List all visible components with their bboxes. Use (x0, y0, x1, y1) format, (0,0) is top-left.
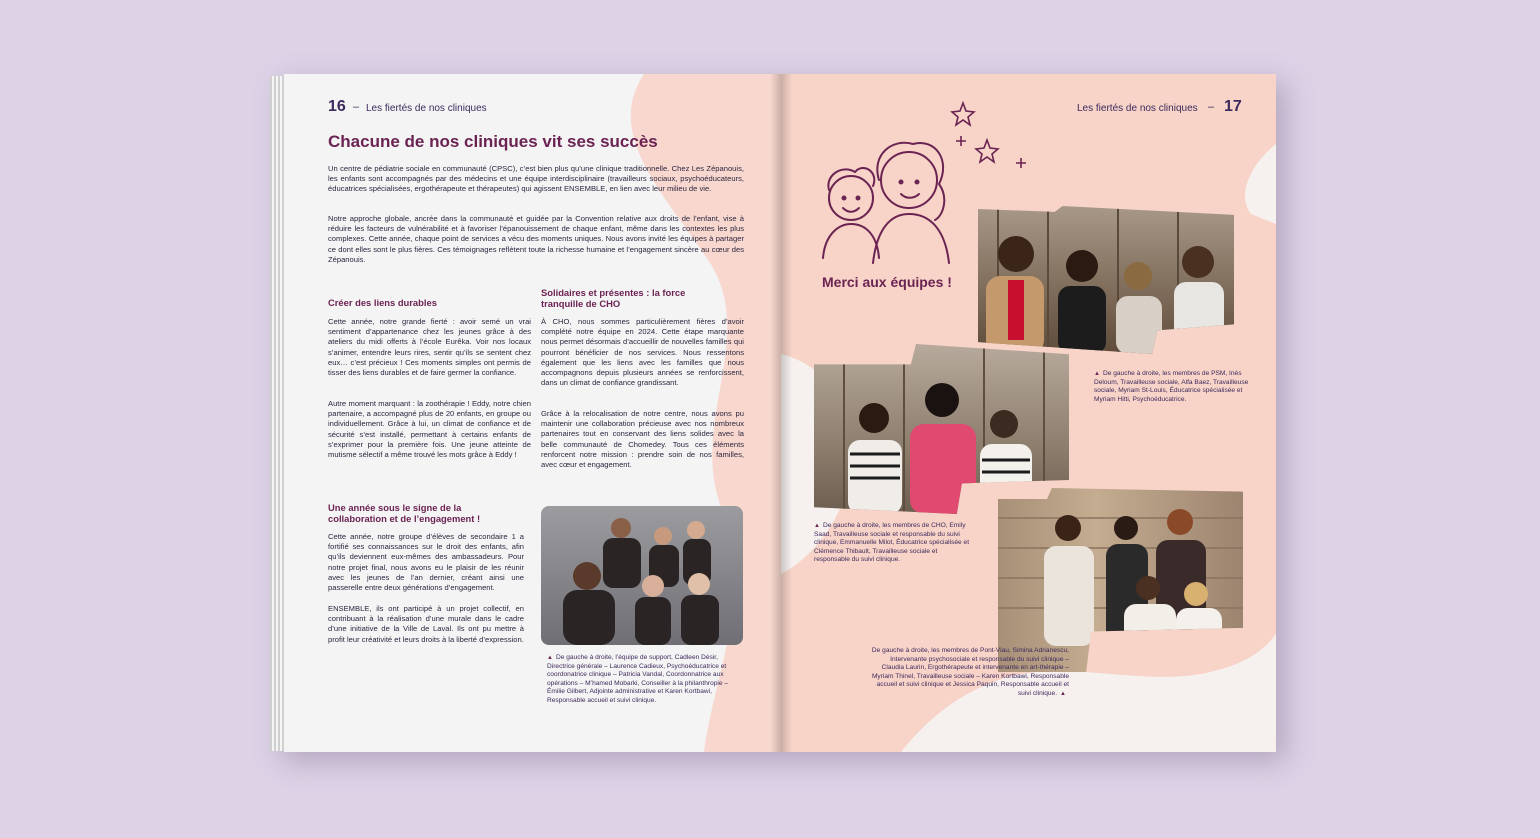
header-separator: – (1208, 101, 1215, 113)
triangle-up-icon: ▲ (1060, 690, 1066, 697)
page-number: 17 (1224, 98, 1242, 115)
page-edges (270, 76, 284, 751)
merci-heading: Merci aux équipes ! (822, 274, 952, 290)
support-team-photo (541, 506, 743, 645)
pont-viau-caption-text: De gauche à droite, les membres de Pont-Viau, Simina Adrianescu, Intervenante psychosociale et responsable du suivi clinique – Claudia Laurin, Ergothérapeute et intervenante en art-thérapie – Myriam Thinel, Travailleuse sociale – Karen Kortbawi, Responsable accueil et suivi clinique et Jessica Paquin, Responsable accueil et suivi clinique. (871, 647, 1069, 697)
support-team-caption (547, 654, 743, 706)
section-liens-paragraph-2: Autre moment marquant : la zoothérapie ! Eddy, notre chien partenaire, a accompagné plus de 20 enfants, en groupe ou individuellement. Grâce à lui, un climat de confiance et de sécurité s’est installé, permettant à certains enfants de s’exprimer pour la première fois. Une jeune atteinte de mutisme sélectif a même trouvé les mots grâce à Eddy ! (328, 399, 531, 460)
intro-paragraph-1: Un centre de pédiatrie sociale en communauté (CPSC), c’est bien plus qu’une clinique traditionnelle. Chez Les Zépanouis, les enfants sont accompagnés par des médecins et une équipe interdisciplinaire (travailleurs sociaux, psychoéducateurs, éducatrices spécialisées, ergothérapeute et thérapeutes) qui agissent ENSEMBLE, en lien avec leur milieu de vie. (328, 164, 744, 194)
section-title-cho: Solidaires et présentes : la force tranquille de CHO (541, 287, 686, 309)
page-header: Les fiertés de nos cliniques (1077, 103, 1198, 114)
section-collaboration-paragraph-1: Cette année, notre groupe d’élèves de secondaire 1 a fortifié ses connaissances sur le droit des enfants, afin qu’ils deviennent eux-mêmes des ambassadeurs. Pour notre projet final, nous avons eu le plaisir de les réunir avec les jeunes de l’an dernier, créant ainsi une passerelle entre deux générations d’engagement. (328, 532, 524, 593)
section-liens-paragraph-1: Cette année, notre grande fierté : avoir semé un vrai sentiment d’appartenance chez les jeunes grâce à des ateliers du midi offerts à l’école Eurêka. Voir nos locaux s’animer, entendre leurs rires, sentir qu’ils se sentent chez eux… c’est précieux ! Ces moments simples ont permis de tisser des liens durables et de faire germer la confiance. (328, 317, 531, 378)
psm-caption-text: De gauche à droite, les membres de PSM, Inès Deloum, Travailleuse sociale, Alfa Baez, Travailleuse sociale, Myriam St-Louis, Éducatrice spécialisée et Myriam Hitti, Psychoéducatrice. (1094, 370, 1249, 403)
header-separator: – (353, 101, 360, 113)
triangle-up-icon: ▲ (1094, 371, 1100, 377)
section-title-collaboration: Une année sous le signe de la collaboration et de l’engagement ! (328, 502, 481, 524)
support-team-caption-text: De gauche à droite, l’équipe de support, Cadleen Désir, Directrice générale – Laurence Cadieux, Psychoéducatrice et coordonatrice clinique – Patricia Vandal, Coordonnatrice aux opérations – M’hamed Mobarki, Conseiller à la philanthropie – Émilie Gilbert, Adjointe administrative et Karen Kortbawi, Responsable accueil et suivi clinique. (547, 654, 729, 704)
right-page (781, 74, 1276, 752)
page-number: 16 (328, 98, 346, 115)
cho-caption (814, 522, 974, 565)
left-page (284, 74, 781, 752)
stars-icon (952, 103, 1026, 168)
section-collaboration-paragraph-2: ENSEMBLE, ils ont participé à un projet collectif, en contribuant à la réalisation d’une murale dans le cadre d’une initiative de la Ville de Laval. Ils ont pu mettre à profit leur créativité et leurs droits à la liberté d’expression. (328, 604, 524, 644)
section-title-liens: Créer des liens durables (328, 297, 437, 308)
intro-paragraph-2: Notre approche globale, ancrée dans la communauté et guidée par la Convention relative aux droits de l’enfant, vise à réduire les facteurs de vulnérabilité et à favoriser l’épanouissement de chaque enfant, même dans les contextes les plus complexes. Cette année, chaque point de services a vécu des moments uniques. Nous avons invité les équipes à partager ce dont elles sont le plus fières. Ces témoignages reflètent toute la richesse humaine et l’engagement sincère au cœur des Zépanouis. (328, 214, 744, 264)
triangle-up-icon: ▲ (814, 523, 820, 529)
pont-viau-caption (869, 647, 1069, 699)
psm-caption (1094, 370, 1264, 404)
section-cho-paragraph-2: Grâce à la relocalisation de notre centre, nous avons pu maintenir une collaboration précieuse avec nos nombreux partenaires tout en conservant des liens solides avec la belle communauté de Chomedey. Tous ces éléments renforcent notre mission : prendre soin de nos familles, avec cœur et engagement. (541, 409, 744, 470)
section-cho-paragraph-1: À CHO, nous sommes particulièrement fières d’avoir complété notre équipe en 2024. Cette étape marquante nous permet désormais d’accueillir de nouvelles familles qui pourront bénéficier de nos services. Nous ressentons également que les liens avec les familles que nous accompagnons depuis plusieurs années se renforcissent, dans un climat de confiance grandissant. (541, 317, 744, 388)
page-header: Les fiertés de nos cliniques (366, 103, 487, 114)
page-title: Chacune de nos cliniques vit ses succès (328, 132, 658, 151)
triangle-up-icon: ▲ (547, 655, 553, 661)
cho-caption-text: De gauche à droite, les membres de CHO, Emily Saad, Travailleuse sociale et responsable du suivi clinique, Emmanuelle Milot, Éducatrice spécialisée et Clémence Thibault, Travailleuse sociale et responsable du suivi clinique. (814, 522, 970, 564)
